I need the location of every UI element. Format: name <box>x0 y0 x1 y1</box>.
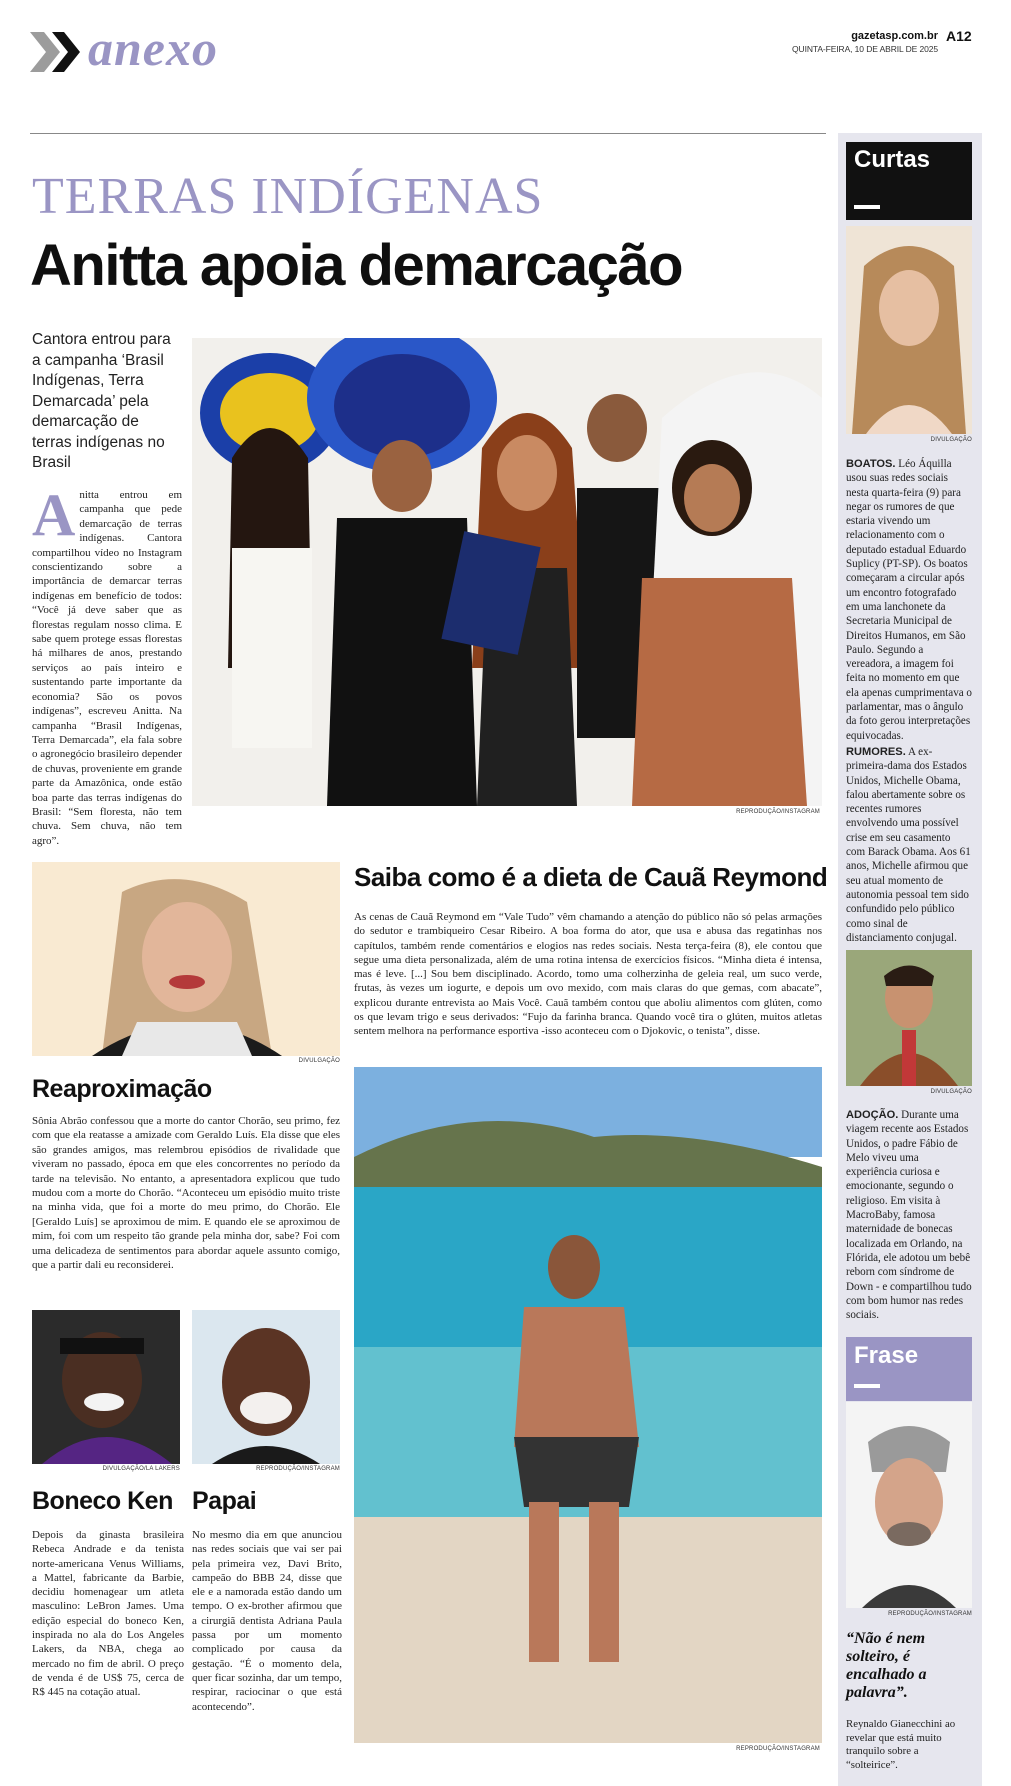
photo-credit-fabio: DIVULGAÇÃO <box>930 1089 972 1095</box>
sidebar-title: Curtas <box>854 146 931 173</box>
dropcap: A <box>32 482 76 548</box>
papai-text: No mesmo dia em que anunciou nas redes sociais que vai ser pai pela primeira vez, Davi Brito, campeão do BBB 24, disse que ele e a namorada estão dando um tempo. O ex-brother afirmou que a cirurgiã dentista Adriana Paula passa por um momento complicado por causa da gestação. “É o momento dela, quer ficar sozinha, dar um tempo, respirar, raciocinar o que está acontecendo”. <box>192 1529 342 1713</box>
article-body-anitta <box>32 482 182 848</box>
boatos-label: BOATOS. <box>846 458 896 470</box>
header-rule <box>30 133 826 134</box>
gianecchini-photo <box>846 1402 972 1608</box>
boneco-headline: Boneco Ken <box>32 1487 173 1515</box>
rumores-label: RUMORES. <box>846 746 906 758</box>
adocao-note <box>846 1108 972 1322</box>
quote-attribution: Reynaldo Gianecchini ao revelar que está muito tranquilo sobre a “solteirice”. <box>846 1718 956 1771</box>
davi-photo <box>192 1310 340 1464</box>
article-text: nitta entrou em campanha que pede demarcação de terras indígenas. Cantora compartilhou vídeo no Instagram conscientizando sobre a importância de demarcar terras indígenas em benefício de todos: “Você já deve saber que as florestas regulam nosso clima. E sabe quem protege essas florestas há milhares de anos, prestando serviços ao país inteiro e sustentando parte importante da economia? São os povos indígenas”, escreveu Anitta. Na campanha “Brasil Indígenas, Terra Demarcada”, ela fala sobre o agronegócio brasileiro depender de chuvas, proveniente em grande parte da Amazônica, onde estão boa parte das terras indígenas do Brasil: “Sem floresta, não tem chuva. Sem chuva, não tem agro”. <box>32 489 182 847</box>
sonia-text: Sônia Abrão confessou que a morte do cantor Chorão, seu primo, fez com que ela reatasse a amizade com Geraldo Luís. Ela disse que eles são grandes amigos, mas relembrou episódios de rivalidade que viveram no passado, época em que eles concorrentes no período da tarde na televisão. No entanto, a apresentadora explicou que tudo mudou com a morte do Chorão. “Aconteceu um episódio muito triste na minha vida, que foi a morte do meu primo, do Chorão. Ele [Geraldo Luís] se aproximou de mim. E quando ele se aproximou de mim, foi com um respeito tão grande pela minha dor, sabe? Foi com uma delicadeza de sentimentos para abordar aquele assunto comigo, que a partir dali eu reconsiderei. <box>32 1115 340 1272</box>
boatos-text: Léo Áquilla usou suas redes sociais nesta quarta-feira (9) para negar os rumores de que estaria vivendo um relacionamento com o deputado estadual Eduardo Suplicy (PT-SP). Os boatos começaram a circular após um encontro fotografado em uma lanchonete da Secretaria Municipal de Direitos Humanos, em São Paulo. Segundo a vereadora, a imagem foi feita no momento em que ela apenas cumprimentava o parlamentar, mas o ângulo da foto gerou interpretações equivocadas. <box>846 458 972 742</box>
rumores-text: A ex-primeira-dama dos Estados Unidos, Michelle Obama, falou abertamente sobre os recentes rumores envolvendo uma possível crise em seu casamento com Barack Obama. Aos 61 anos, Michelle afirmou que seu atual momento de autonomia pessoal tem sido confundido pelo público como sinal de distanciamento conjugal. <box>846 746 971 944</box>
deck: Cantora entrou para a campanha ‘Brasil Indígenas, Terra Demarcada’ pela demarcação de terras indígenas no Brasil <box>32 331 171 471</box>
photo-credit-lebron: DIVULGAÇÃO/LA LAKERS <box>102 1466 180 1472</box>
caua-headline: Saiba como é a dieta de Cauã Reymond <box>354 862 828 892</box>
section-chevron-icon <box>30 32 82 72</box>
photo-credit-sonia: DIVULGAÇÃO <box>298 1058 340 1064</box>
adocao-text: Durante uma viagem recente aos Estados Unidos, o padre Fábio de Melo viveu uma experiência curiosa e emocionante, segundo o religioso. Em visita à MacroBaby, famosa maternidade de bonecas localizada em Orlando, na Flórida, ele adotou um bebê reborn com síndrome de Down - e compartilhou tudo com bom humor nas redes sociais. <box>846 1109 972 1322</box>
photo-credit-caua: REPRODUÇÃO/INSTAGRAM <box>736 1746 820 1752</box>
sidebar-title-rule <box>854 205 880 209</box>
page-number: A12 <box>946 28 972 44</box>
quote-text: “Não é nem solteiro, é encalhado a palavra”. <box>846 1630 927 1701</box>
leo-aquilla-photo <box>846 226 972 434</box>
anitta-group-photo <box>192 338 822 806</box>
sonia-headline: Reaproximação <box>32 1075 212 1103</box>
boatos-note <box>846 457 972 743</box>
site-url: gazetasp.com.br <box>851 30 938 42</box>
section-title: anexo <box>88 20 218 76</box>
caua-beach-photo <box>354 1067 822 1743</box>
sonia-photo <box>32 862 340 1056</box>
photo-credit-leo: DIVULGAÇÃO <box>930 437 972 443</box>
caua-text: As cenas de Cauã Reymond em “Vale Tudo” vêm chamando a atenção do público não só pelas armações do sedutor e trambiqueiro Cesar Ribeiro. A boa forma do ator, que usa e abusa das regatinhas nos capítulos, também rende comentários e elogios nas redes sociais. Nesta terça-feira (8), ele contou que segue uma dieta personalizada, além de uma rotina intensa de exercícios físicos. “Minha dieta é intensa, mas é leve. [...] Sou bem disciplinado. Acordo, tomo uma colherzinha de geleia real, um suco verde, frutas, às vezes um iogurte, e depois um ovo mexido, com mais claras do que gemas, com abacate”, explicou durante entrevista ao Mais Você. Cauã também contou que aboliu alimentos com glúten, como os que levam trigo e seus derivados: “Fujo da farinha branca. Quando você tira o glúten, muitos atletas sentem melhora na performance esportiva -isso aconteceu com o Djokovic, o tenista”, disse. <box>354 911 822 1038</box>
rumores-note <box>846 745 972 945</box>
photo-credit-davi: REPRODUÇÃO/INSTAGRAM <box>256 1466 340 1472</box>
papai-headline: Papai <box>192 1487 257 1515</box>
frase-title-rule <box>854 1384 880 1388</box>
fabio-de-melo-photo <box>846 950 972 1086</box>
photo-credit-gianecchini: REPRODUÇÃO/INSTAGRAM <box>888 1611 972 1617</box>
boneco-text: Depois da ginasta brasileira Rebeca Andrade e da tenista norte-americana Venus Williams, a Mattel, fabricante da Barbie, decidiu homenagear um atleta masculino: LeBron James. Uma edição especial do boneco Ken, inspirada no ala do Los Angeles Lakers, da NBA, chega ao mercado no fim de abril. O preço de venda é de US$ 75, cerca de R$ 445 na cotação atual. <box>32 1529 184 1699</box>
lebron-photo <box>32 1310 180 1464</box>
edition-date: QUINTA-FEIRA, 10 DE ABRIL DE 2025 <box>792 44 938 54</box>
frase-title: Frase <box>854 1342 919 1369</box>
headline: Anitta apoia demarcação <box>30 233 683 298</box>
adocao-label: ADOÇÃO. <box>846 1109 899 1121</box>
photo-credit-main: REPRODUÇÃO/INSTAGRAM <box>736 809 820 815</box>
kicker: TERRAS INDÍGENAS <box>32 168 544 225</box>
